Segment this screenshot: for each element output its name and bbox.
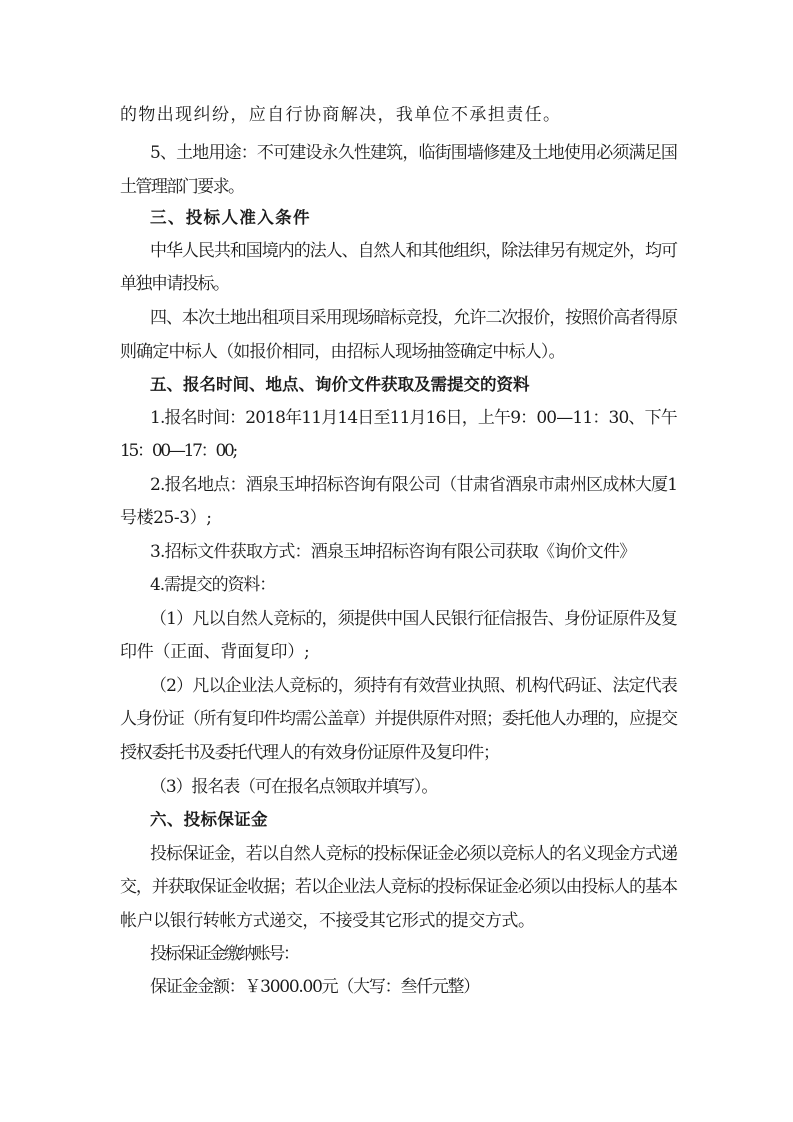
paragraph-line: 保证金金额：￥3000.00元（大写：叁仟元整） (150, 977, 480, 997)
paragraph-line: （3）报名表（可在报名点领取并填写）。 (150, 777, 438, 797)
section-heading: 五、报名时间、地点、询价文件获取及需提交的资料 (150, 375, 530, 394)
paragraph-line: （2）凡以企业法人竞标的，须持有有效营业执照、机构代码证、法定代表 (150, 676, 677, 696)
paragraph-line: 投标保证金，若以自然人竞标的投标保证金必须以竞标人的名义现金方式递 (150, 844, 677, 864)
paragraph-line: 人身份证（所有复印件均需公盖章）并提供原件对照；委托他人办理的，应提交 (120, 709, 677, 729)
paragraph-line: 的物出现纠纷，应自行协商解决，我单位不承担责任。 (120, 105, 562, 125)
paragraph-line: 中华人民共和国境内的法人、自然人和其他组织，除法律另有规定外，均可 (150, 241, 677, 261)
paragraph-line: 投标保证金缴纳账号： (150, 944, 298, 964)
paragraph-line: 1.报名时间：2018年11月14日至11月16日，上午9：00—11：30、下午 (150, 408, 677, 428)
paragraph-line: 印件（正面、背面复印）; (120, 642, 310, 662)
paragraph-line: 帐户以银行转帐方式递交，不接受其它形式的提交方式。 (120, 911, 535, 931)
paragraph-line: 号楼25-3）; (120, 508, 212, 528)
paragraph-line: 单独申请投标。 (120, 274, 229, 294)
paragraph-line: 4.需提交的资料： (150, 575, 276, 595)
section-heading: 三、投标人准入条件 (150, 208, 311, 227)
paragraph-line: 15：00—17：00; (120, 441, 236, 461)
paragraph-line: 授权委托书及委托代理人的有效身份证原件及复印件； (120, 743, 499, 763)
paragraph-line: 土管理部门要求。 (120, 177, 244, 197)
paragraph-line: 交，并获取保证金收据；若以企业法人竞标的投标保证金必须以由投标人的基本 (120, 877, 677, 897)
paragraph-line: （1）凡以自然人竞标的，须提供中国人民银行征信报告、身份证原件及复 (150, 609, 677, 629)
section-heading: 四、本次土地出租项目采用现场暗标竞投，允许二次报价，按照价高者得原 (150, 308, 677, 328)
section-heading: 六、投标保证金 (150, 810, 268, 829)
paragraph-line: 5、土地用途：不可建设永久性建筑，临街围墙修建及土地使用必须满足国 (150, 143, 677, 163)
paragraph-line: 3.招标文件获取方式：酒泉玉坤招标咨询有限公司获取《询价文件》 (150, 542, 636, 562)
paragraph-line: 则确定中标人（如报价相同，由招标人现场抽签确定中标人）。 (120, 342, 565, 362)
paragraph-line: 2.报名地点：酒泉玉坤招标咨询有限公司（甘肃省酒泉市肃州区成林大厦1 (150, 475, 678, 495)
